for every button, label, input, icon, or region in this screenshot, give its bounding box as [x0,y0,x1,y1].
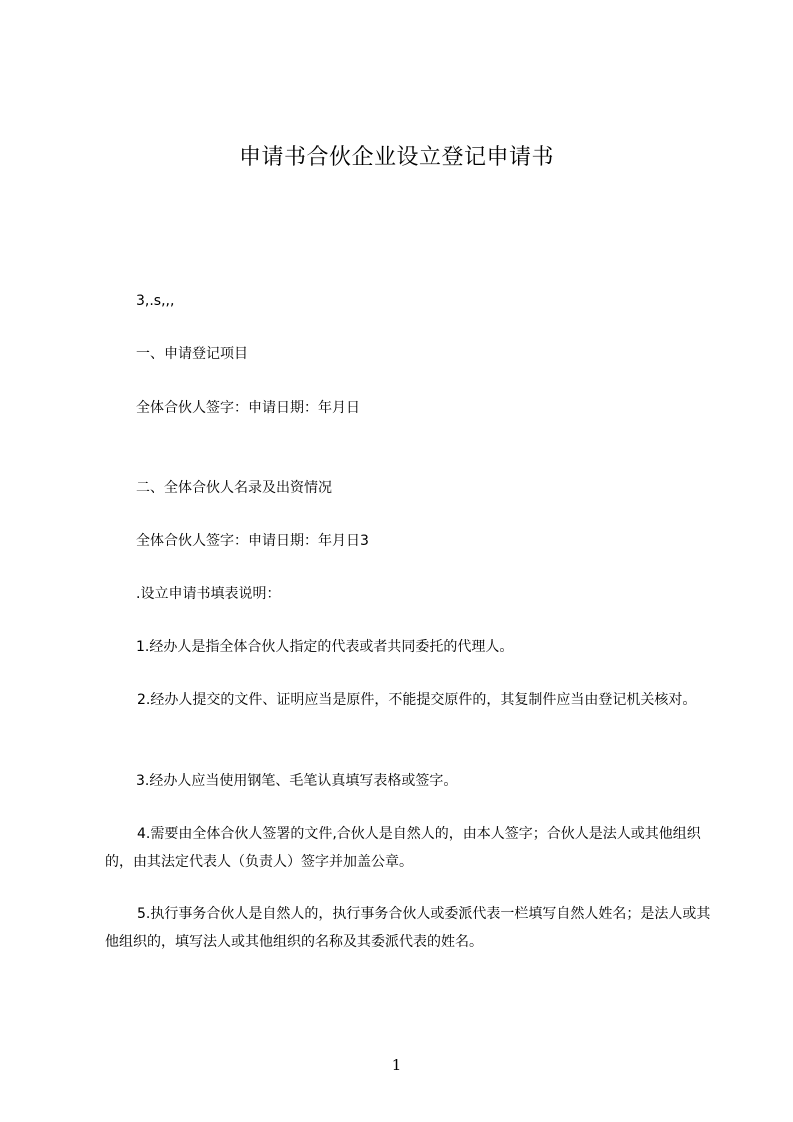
section-heading-partner-list: 二、全体合伙人名录及出资情况 [136,480,332,496]
page-number: 1 [391,1056,402,1074]
section-heading-application-items: 一、申请登记项目 [136,346,248,362]
paragraph-code-line: 3,.s,,, [136,293,175,309]
signature-line-2: 全体合伙人签字：申请日期：年月日3 [136,533,369,549]
instruction-item-2: 2.经办人提交的文件、证明应当是原件，不能提交原件的，其复制件应当由登记机关核对。 [137,692,697,708]
document-title: 申请书合伙企业设立登记申请书 [238,145,554,170]
instruction-item-4: 4.需要由全体合伙人签署的文件,合伙人是自然人的，由本人签字；合伙人是法人或其他组织的，由其法定代表人（负责人）签字并加盖公章。 [105,826,701,870]
signature-line-1: 全体合伙人签字：申请日期：年月日 [136,400,360,416]
instruction-item-3: 3.经办人应当使用钢笔、毛笔认真填写表格或签字。 [136,773,458,789]
instruction-item-5: 5.执行事务合伙人是自然人的，执行事务合伙人或委派代表一栏填写自然人姓名；是法人或其他组织的，填写法人或其他组织的名称及其委派代表的姓名。 [105,906,711,950]
instructions-heading: .设立申请书填表说明： [136,586,281,602]
instruction-item-1: 1.经办人是指全体合伙人指定的代表或者共同委托的代理人。 [136,639,514,655]
